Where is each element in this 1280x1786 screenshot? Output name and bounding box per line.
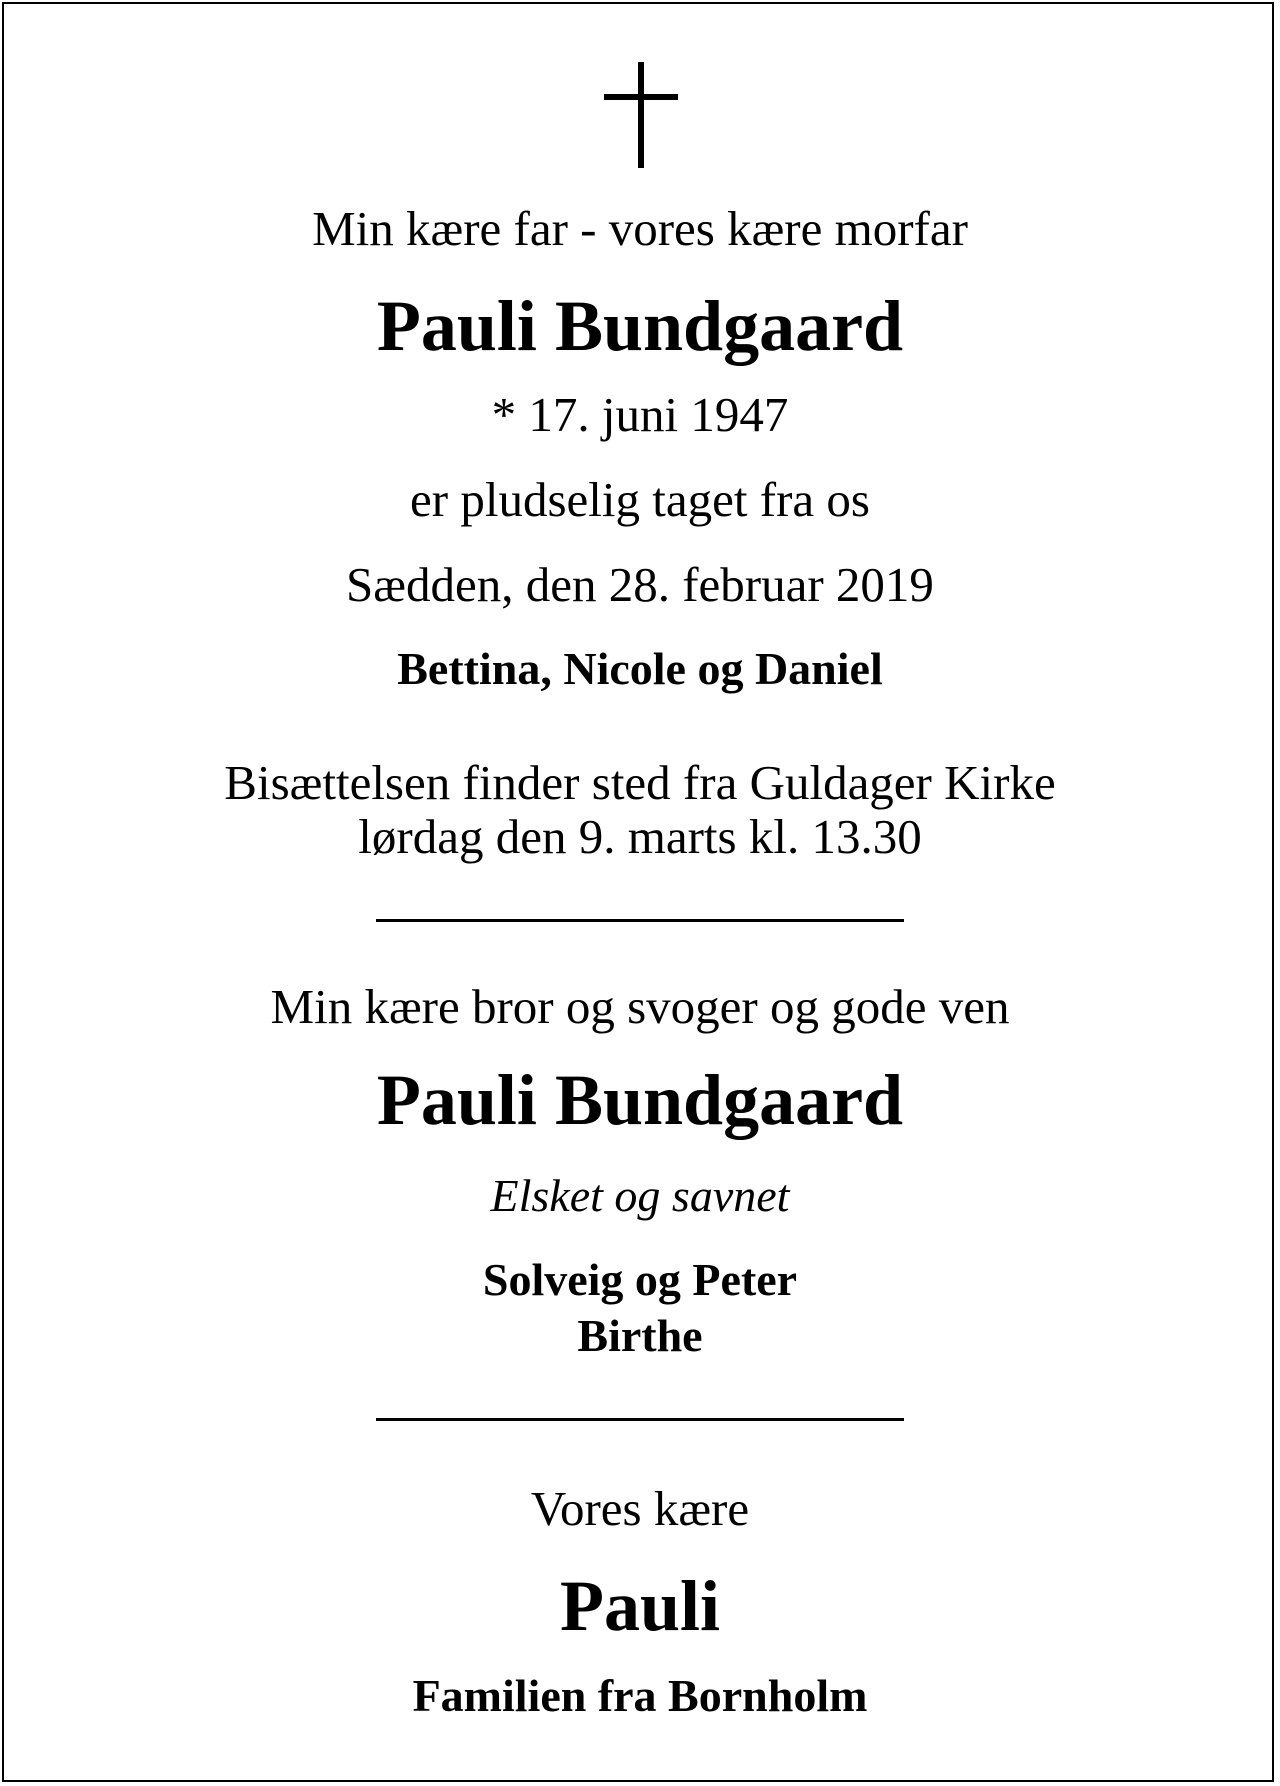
first-deceased-name: Pauli Bundgaard xyxy=(376,286,904,366)
third-intro: Vores kære xyxy=(530,1481,750,1536)
second-signatories-line1: Solveig og Peter xyxy=(482,1254,798,1305)
second-tagline: Elsket og savnet xyxy=(490,1170,790,1221)
birth-date: * 17. juni 1947 xyxy=(491,387,789,442)
cross-icon xyxy=(604,62,678,168)
second-deceased-name: Pauli Bundgaard xyxy=(376,1060,904,1140)
funeral-location: Bisættelsen finder sted fra Guldager Kirke xyxy=(224,755,1056,810)
second-intro: Min kære bror og svoger og gode ven xyxy=(270,979,1010,1034)
first-signatories: Bettina, Nicole og Daniel xyxy=(397,643,883,694)
divider-1 xyxy=(376,919,904,922)
third-signatories: Familien fra Bornholm xyxy=(412,1670,868,1721)
place-and-date: Sædden, den 28. februar 2019 xyxy=(346,557,934,612)
first-message: er pludselig taget fra os xyxy=(410,472,870,527)
second-signatories-line2: Birthe xyxy=(577,1310,703,1361)
divider-2 xyxy=(376,1418,904,1421)
third-deceased-name: Pauli xyxy=(559,1566,721,1646)
funeral-time: lørdag den 9. marts kl. 13.30 xyxy=(358,809,922,864)
first-intro: Min kære far - vores kære morfar xyxy=(312,201,968,256)
